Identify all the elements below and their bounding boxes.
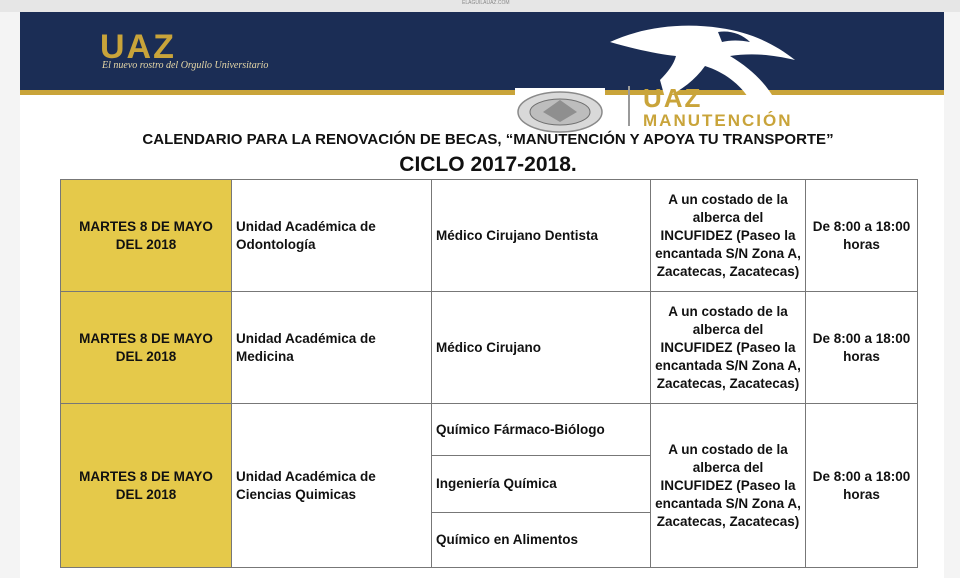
top-caption: ELAGUILAUAZ.COM (462, 0, 510, 6)
uaz-logo-text: UAZ (100, 28, 176, 66)
unit-cell: Unidad Académica de Odontología (232, 180, 432, 292)
date-cell: MARTES 8 DE MAYO DEL 2018 (61, 180, 232, 292)
unit-cell: Unidad Académica de Ciencias Quimicas (232, 404, 432, 568)
career-cell: Ingeniería Química (432, 456, 651, 513)
location-cell: A un costado de la alberca del INCUFIDEZ (Paseo la encantada S/N Zona A, Zacatecas, Zacatecas) (651, 180, 806, 292)
unit-cell: Unidad Académica de Medicina (232, 292, 432, 404)
university-seal-icon (515, 88, 605, 133)
document-title: CALENDARIO PARA LA RENOVACIÓN DE BECAS, “MANUTENCIÓN Y APOYA TU TRANSPORTE” (142, 131, 834, 148)
career-cell: Médico Cirujano (432, 292, 651, 404)
table-row (61, 292, 918, 404)
career-cell: Químico Fármaco-Biólogo (432, 404, 651, 456)
program-name: MANUTENCIÓN (643, 111, 793, 130)
career-cell: Médico Cirujano Dentista (432, 180, 651, 292)
banner-gold-line (20, 90, 944, 95)
career-cell: Químico en Alimentos (432, 513, 651, 568)
program-logo-text: UAZ (643, 83, 703, 113)
uaz-logo-tagline: El nuevo rostro del Orgullo Universitario (102, 60, 269, 71)
page-margin-right (944, 12, 960, 578)
uaz-logo (100, 28, 269, 76)
location-cell: A un costado de la alberca del INCUFIDEZ (Paseo la encantada S/N Zona A, Zacatecas, Zacatecas) (651, 292, 806, 404)
table-row (61, 404, 918, 456)
logo-divider (628, 86, 630, 126)
hours-cell: De 8:00 a 18:00 horas (806, 404, 918, 568)
top-strip (0, 0, 960, 12)
document-cycle: CICLO 2017-2018. (399, 153, 577, 176)
hours-cell: De 8:00 a 18:00 horas (806, 292, 918, 404)
date-cell: MARTES 8 DE MAYO DEL 2018 (61, 292, 232, 404)
page-margin-left (0, 12, 20, 578)
table-row (61, 180, 918, 292)
hours-cell: De 8:00 a 18:00 horas (806, 180, 918, 292)
schedule-table (60, 179, 918, 568)
location-cell: A un costado de la alberca del INCUFIDEZ (Paseo la encantada S/N Zona A, Zacatecas, Zacatecas) (651, 404, 806, 568)
date-cell: MARTES 8 DE MAYO DEL 2018 (61, 404, 232, 568)
